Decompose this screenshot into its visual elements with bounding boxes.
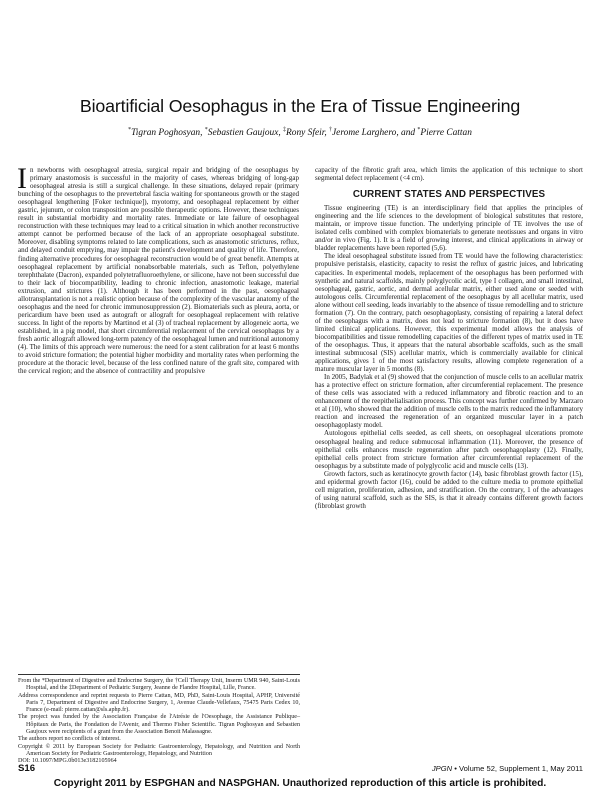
author-list: *Tigran Poghosyan, *Sebastien Gaujoux, ‡Rony Sfeir, †Jerome Larghero, and *Pierre Cattan xyxy=(128,127,472,139)
author-name: Pierre Cattan xyxy=(420,128,472,139)
drop-cap: I xyxy=(17,162,27,195)
continuation-paragraph: capacity of the fibrotic graft area, which limits the application of this technique to short segmental defect replacement (<4 cm). xyxy=(315,166,583,183)
funding-note: The project was funded by the Association Française de l'Atrésie de l'Oesophage, the Assistance Publique–Hôpitaux de Paris, the Fondation de l'Avenir, and Thermo Fisher Scientific. Tigran Poghosyan and Sebastien Gaujoux were recipients of a grant from the Association Benoit Malassagne. xyxy=(18,714,300,736)
conflict-note: The authors report no conflicts of interest. xyxy=(18,736,121,743)
body-paragraph: Growth factors, such as keratinocyte growth factor (14), basic fibroblast growth factor (15), and epidermal growth factor (16), could be added to the culture media to promote epithelial cell migration, proliferation, adhesion, and stratification. On the contrary, 1 of the advantages of using natural scaffold, such as the SIS, is that it already contains different growth factors (fibroblast growth xyxy=(315,469,583,510)
doi-note: DOI: 10.1097/MPG.0b013e3182105964 xyxy=(18,758,117,765)
copyright-watermark: Copyright 2011 by ESPGHAN and NASPGHAN. Unauthorized reproduction of this article is prohibited. xyxy=(53,778,547,789)
affiliation-note: From the *Department of Digestive and Endocrine Surgery, the †Cell Therapy Unit, Inserm UMR 940, Saint-Louis Hospital, and the ‡Department of Pediatric Surgery, Jeanne de Flandre Hospital, Lille, France. xyxy=(18,678,300,692)
author-mark: * xyxy=(204,127,208,133)
body-paragraph: The ideal oesophageal substitute issued from TE would have the following characteristics: propulsive peristalsis, elasticity, capacity to resist the reflux of gastric juices, and lubricating capacities. In experimental models, replacement of the oesophagus has been performed with synthetic and natural scaffolds, mainly polyglycolic acid, type I collagen, and small intestinal, oesophageal, gastric, aortic, and dermal acellular matrix, either used alone or seeded with autologous cells. Circumferential replacement of the oesophagus by all acellular matrix, used alone without cell seeding, leads invariably to the absence of tissue remodelling and to stricture formation (7). On the contrary, patch oesophagoplasty, consisting of repairing a lateral defect of the oesophagus with a matrix, does not lead to stricture formation (8), but it does have limited clinical applications. However, this experimental model allows the analysis of biocompatibilities and tissue remodelling capacities of the different types of matrix used in TE of the oesophagus. Thus, it appears that the natural absorbable scaffolds, such as the small intestinal submucosal (SIS) acellular matrix, which is commercially available for clinical applications, gives 1 of the most satisfactory results, allowing complete regeneration of a mature muscular layer in 5 months (8). xyxy=(315,252,583,374)
copyright-note: Copyright © 2011 by European Society for Pediatric Gastroenterology, Hepatology, and Nutrition and North American Society for Pediatric Gastroenterology, Hepatology, and Nutrition xyxy=(18,743,300,757)
journal-bullet: • xyxy=(454,764,457,773)
author-name: Tigran Poghosyan xyxy=(131,128,201,139)
author-name: Jerome Larghero xyxy=(332,128,397,139)
intro-paragraph xyxy=(17,162,299,376)
body-paragraph: Autologous epithelial cells seeded, as cell sheets, on oesophageal ulcerations promote oesophageal healing and reduce submucosal inflammation (11). Moreover, the presence of epithelial cells enhances muscle regeneration after patch oesophagoplasty (12). Finally, epithelial cells protect from stricture formation after circumferential replacement of the oesophagus by a substitute made of polyglycolic acid and muscle cells (13). xyxy=(315,429,583,470)
correspondence-note: Address correspondence and reprint requests to Pierre Cattan, MD, PhD, Saint-Louis Hospital, APHP, Université Paris 7, Department of Digestive and Endocrine Surgery, 1, Avenue Claude-Vellefaux, 75475 Paris Cedex 10, France (e-mail: pierre.cattan@sls.aphp.fr). xyxy=(18,692,300,714)
author-mark: † xyxy=(329,127,333,133)
body-paragraph: In 2005, Badylak et al (9) showed that the conjunction of muscle cells to an acellular matrix has a protective effect on stricture formation, after circumferential replacement. The presence of these cells was associated with a reduced inflammatory and fibrotic reaction and to an enhancement of the reepithelialisation process. This concept was further confirmed by Marzaro et al (10), who showed that the addition of muscle cells to the matrix reduced the inflammatory reaction and increased the regeneration of an organized muscular layer in a patch oesophagoplasty model. xyxy=(315,373,583,430)
left-column xyxy=(17,162,299,376)
footnotes xyxy=(18,678,300,766)
intro-paragraph-text: n newborns with oesophageal atresia, surgical repair and bridging of the oesophagus by primary anastomosis is successful in the majority of cases, whereas bridging of long-gap oesophageal atresia is still a surgical challenge. In these situations, delayed repair (primary bunching of the oesophagus to the prevertebral fascia waiting for spontaneous growth or the staged oesophageal lengthening [Foker technique]), myotomy, and oesophageal replacement by either gastric, jejunum, or colon transposition are possible therapeutic options. However, these techniques result in substantial morbidity and mortality rates. Immediate or late failure of oesophageal reconstruction with these techniques may lead to a critical situation in which another reconstructive attempt cannot be performed because of the lack of an appropriate oesophageal substitute. Moreover, disabling symptoms related to late complications, such as anastomotic strictures, reflux, and delayed conduit emptying, may impair the patient's development and quality of life. Therefore, finding alternative procedures for oesophageal reconstruction would be of great benefit. Attempts at oesophageal replacement by artificial nonabsorbable materials, such as Teflon, polyethylene terephthalate (Dacron), expanded polytetrafluoroethylene, or silicone, have not been successful due to their lack of biocompatibility, leading to chronic infection, anastomotic leakage, material extrusion, and strictures (1). Although it has been performed in the past, oesophageal allotransplantation is not a realistic option because of the complexity of the vascular anatomy of the oesophagus and the need for chronic immunosuppression (2). Biomaterials such as pleura, aorta, or pericardium have been used as autograft or allograft for oesophageal replacement with relative success. In light of the reports by Martinod et al (3) of tracheal replacement by allogeneic aorta, we established, in a pig model, that short circumferential replacement of the cervical oesophagus by a fresh aortic allograft allowed long-term patency of the oesophageal lumen and nutritional autonomy (4). The limits of this approach were numerous: the need for a stent calibration for at least 6 months to avoid stricture formation; the potential higher morbidity and mortality rates when performing the procedure at the thoracic level, because of the less confined nature of the graft site, compared with the cervical region; and the absence of contractility and propulsive xyxy=(18,166,299,376)
right-column xyxy=(315,166,583,510)
section-heading: CURRENT STATES AND PERSPECTIVES xyxy=(352,189,546,201)
article-title: Bioartificial Oesophagus in the Era of Tissue Engineering xyxy=(79,96,521,116)
author-name: Sebastien Gaujoux xyxy=(207,128,279,139)
author-mark: * xyxy=(128,127,132,133)
journal-info xyxy=(432,764,583,773)
page-number: S16 xyxy=(18,763,36,774)
body-paragraph: Tissue engineering (TE) is an interdisciplinary field that applies the principles of engineering and the life sciences to the development of biological substitutes that restore, maintain, or improve tissue function. The underlying principle of TE involves the use of isolated cells combined with complex biomaterials to generate neotissues and organs in vitro and/or in vivo (Fig. 1). It is a field of growing interest, and clinical applications in airway or bladder replacements have been reported (5,6). xyxy=(315,204,583,253)
author-mark: ‡ xyxy=(283,127,287,133)
journal-name: JPGN xyxy=(431,764,453,773)
journal-issue: Volume 52, Supplement 1, May 2011 xyxy=(459,764,583,773)
footnote-divider xyxy=(18,674,300,675)
author-name: Rony Sfeir xyxy=(286,128,325,139)
author-mark: * xyxy=(417,127,421,133)
